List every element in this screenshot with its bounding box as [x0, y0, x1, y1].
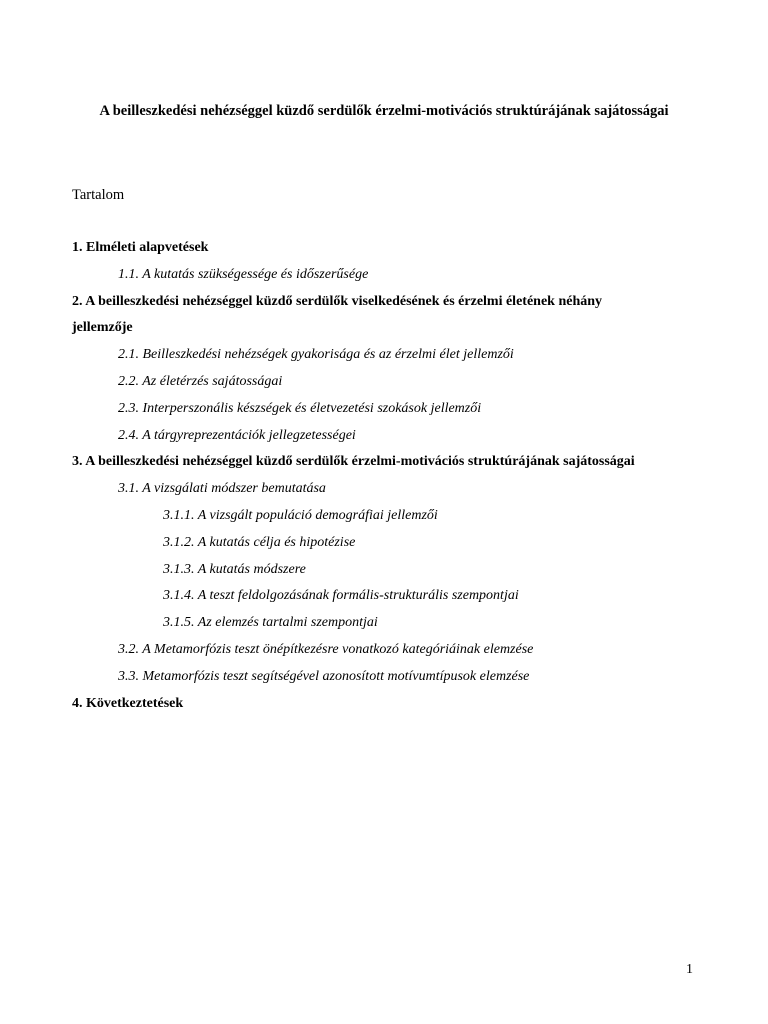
toc-entry: 2.4. A tárgyreprezentációk jellegzetességei [118, 428, 356, 443]
toc-entry: 3.1. A vizsgálati módszer bemutatása [118, 481, 326, 496]
toc-entry: 3.1.4. A teszt feldolgozásának formális-strukturális szempontjai [163, 588, 519, 603]
toc-entry: 4. Következtetések [72, 696, 184, 711]
toc-entry: jellemzője [72, 320, 133, 335]
toc-entry: 2.3. Interperszonális készségek és életvezetési szokások jellemzői [118, 401, 482, 416]
toc-entry: 3.1.5. Az elemzés tartalmi szempontjai [163, 615, 378, 630]
toc-entry: 3.1.1. A vizsgált populáció demográfiai jellemzői [163, 508, 438, 523]
document-title: A beilleszkedési nehézséggel küzdő serdülők érzelmi-motivációs struktúrájának sajátosságai [99, 103, 669, 119]
toc-entry: 2.2. Az életérzés sajátosságai [118, 374, 283, 389]
toc-entry: 3. A beilleszkedési nehézséggel küzdő serdülők érzelmi-motivációs struktúrájának sajátosságai [72, 454, 635, 469]
toc-entry: 2.1. Beilleszkedési nehézségek gyakorisága és az érzelmi élet jellemzői [118, 347, 514, 362]
toc-entry: 3.3. Metamorfózis teszt segítségével azonosított motívumtípusok elemzése [118, 669, 530, 684]
toc-entry: 2. A beilleszkedési nehézséggel küzdő serdülők viselkedésének és érzelmi életének néhány [72, 294, 603, 309]
toc-heading: Tartalom [72, 187, 125, 203]
toc-entry: 1. Elméleti alapvetések [72, 240, 209, 255]
toc-entry: 3.1.2. A kutatás célja és hipotézise [163, 535, 356, 550]
page-number: 1 [686, 962, 693, 977]
toc-entry: 3.1.3. A kutatás módszere [163, 562, 306, 577]
toc-entry: 3.2. A Metamorfózis teszt önépítkezésre vonatkozó kategóriáinak elemzése [118, 642, 534, 657]
toc-entry: 1.1. A kutatás szükségessége és időszerűsége [118, 267, 369, 282]
